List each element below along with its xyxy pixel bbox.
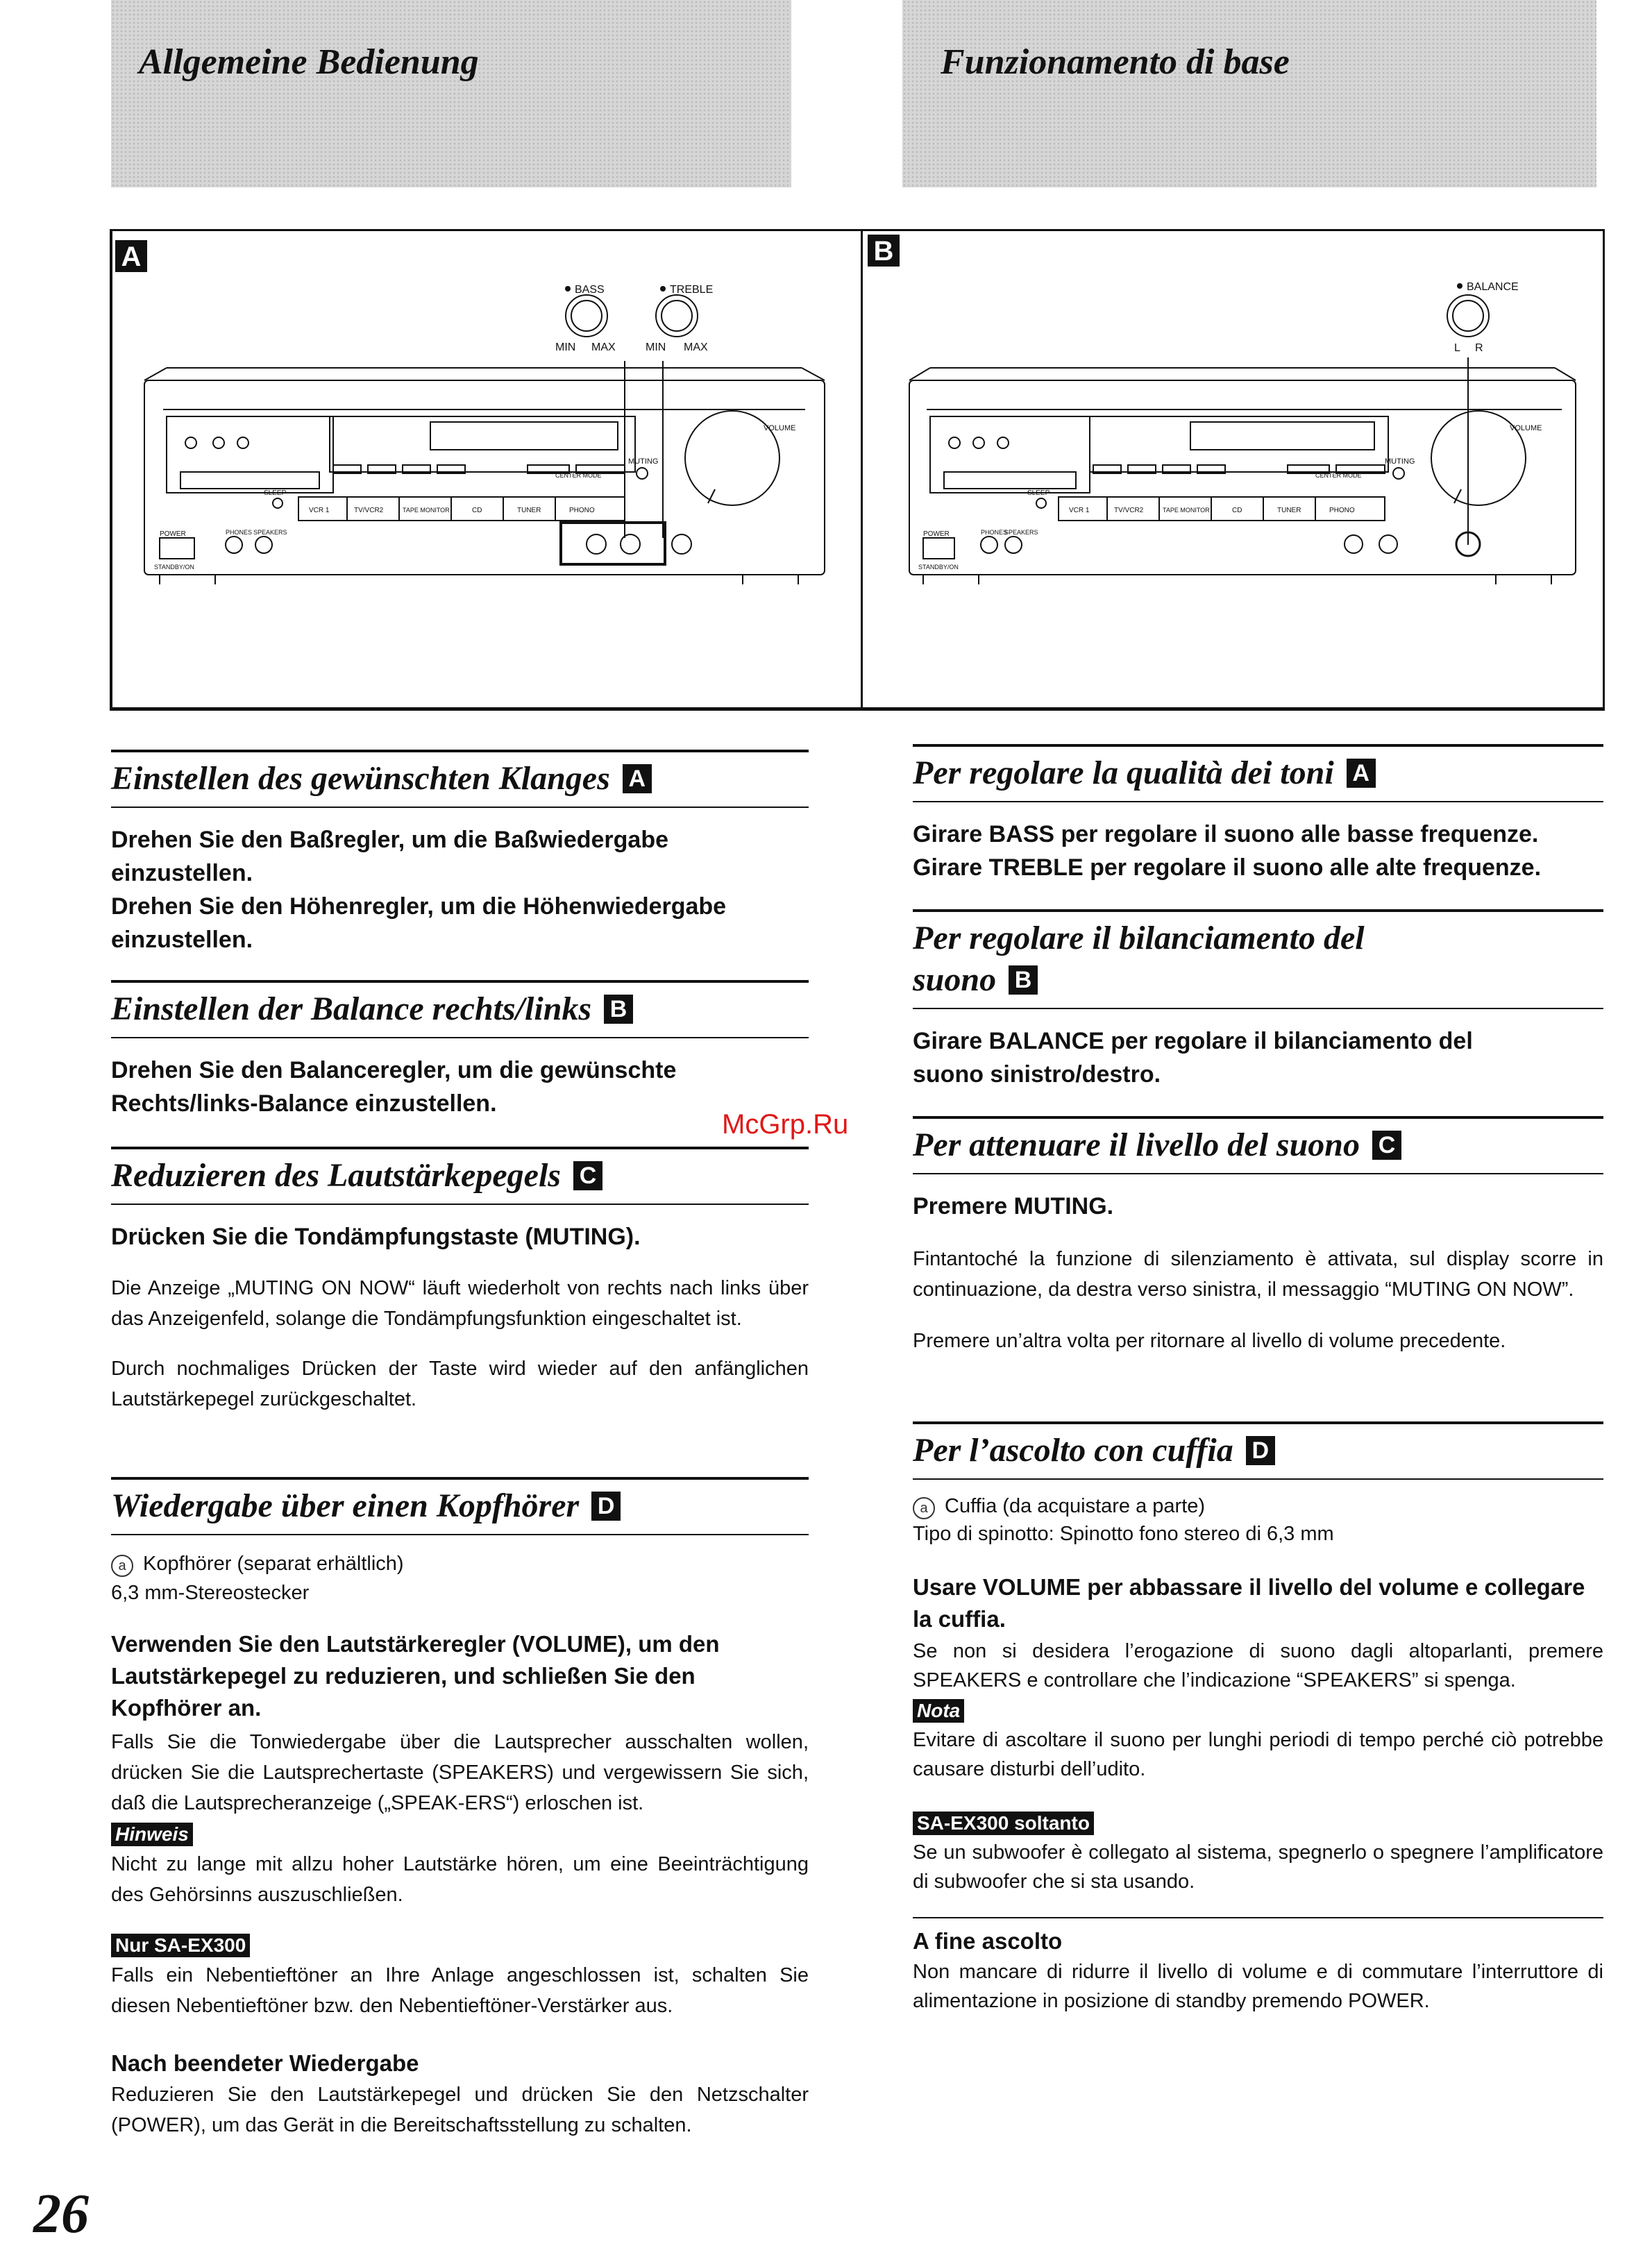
bass-max-label: MAX bbox=[591, 341, 616, 353]
input-tuner-a: TUNER bbox=[517, 507, 541, 514]
de-sound-title: Einstellen des gewünschten Klanges A bbox=[111, 750, 809, 808]
receiver-illustration-b bbox=[892, 264, 1593, 680]
phones-label-a: PHONES bbox=[226, 529, 253, 536]
it-muting-para1: Fintantoché la funzione di silenziamento è attivata, sul display scorre in continuazione, da destra verso sinistra, il messaggio “MUTING ON NOW”. bbox=[913, 1248, 1603, 1301]
it-section-tone bbox=[913, 744, 1603, 884]
center-mode-label-b: CENTER MODE bbox=[1315, 472, 1362, 479]
standby-label-a: STANDBY/ON bbox=[154, 564, 194, 571]
de-sound-text: Drehen Sie den Baßregler, um die Baßwiedergabe einzustellen. Drehen Sie den Höhenregler, um die Höhenwiedergabe einzustellen. bbox=[111, 827, 727, 953]
it-headphones-item: a Cuffia (da acquistare a parte) bbox=[913, 1492, 1603, 1520]
de-headphones-tag: D bbox=[591, 1492, 621, 1521]
de-section-muting bbox=[111, 1147, 809, 1415]
figure-label-b: B bbox=[868, 235, 900, 267]
it-tone-tag: A bbox=[1347, 759, 1376, 788]
receiver-illustration-a bbox=[139, 264, 840, 625]
speakers-label-b: SPEAKERS bbox=[1004, 529, 1038, 536]
bass-label: BASS bbox=[575, 284, 605, 296]
de-end-text: Reduzieren Sie den Lautstärkepegel und drücken Sie den Netzschalter (POWER), um das Gerät in die Bereitschaftsstellung zu schalten. bbox=[111, 2084, 809, 2136]
de-balance-title: Einstellen der Balance rechts/links B bbox=[111, 980, 809, 1038]
de-headphones-title: Wiedergabe über einen Kopfhörer D bbox=[111, 1477, 809, 1535]
input-cd-b: CD bbox=[1232, 507, 1242, 514]
figure-label-a: A bbox=[115, 240, 147, 272]
input-tapemon-a: TAPE MONITOR bbox=[403, 507, 450, 514]
de-model-text: Falls ein Nebentieftöner an Ihre Anlage angeschlossen ist, schalten Sie diesen Nebentieftöner bzw. den Nebentieftöner-Verstärker aus. bbox=[111, 1964, 809, 2017]
sleep-label-a: SLEEP bbox=[264, 489, 287, 497]
it-section-headphones bbox=[913, 1421, 1603, 2016]
de-sound-tag: A bbox=[623, 764, 652, 793]
highlight-box-bass-treble bbox=[561, 523, 665, 564]
de-balance-text: Drehen Sie den Balanceregler, um die gewünschte Rechts/links-Balance einzustellen. bbox=[111, 1057, 677, 1117]
power-label-a: POWER bbox=[160, 530, 186, 538]
input-vcr1-a: VCR 1 bbox=[309, 507, 330, 514]
bass-min-label: MIN bbox=[555, 341, 576, 353]
input-cd-a: CD bbox=[472, 507, 482, 514]
de-section-headphones bbox=[111, 1477, 809, 2141]
muting-label-a: MUTING bbox=[628, 457, 659, 466]
item-a-marker: a bbox=[111, 1555, 133, 1577]
de-muting-para2: Durch nochmaliges Drücken der Taste wird wieder auf den anfänglichen Lautstärkepegel zurückgeschaltet. bbox=[111, 1358, 809, 1410]
it-section-muting bbox=[913, 1116, 1603, 1356]
header-bar-left bbox=[111, 0, 791, 187]
it-note-text: Evitare di ascoltare il suono per lunghi periodi di tempo perché ciò potrebbe causare disturbi dell’udito. bbox=[913, 1729, 1603, 1780]
it-balance-tag: B bbox=[1009, 965, 1038, 995]
balance-left-label: L bbox=[1454, 342, 1460, 354]
item-a-marker-it: a bbox=[913, 1497, 935, 1519]
treble-min-label: MIN bbox=[646, 341, 666, 353]
treble-label: TREBLE bbox=[670, 284, 714, 296]
de-balance-tag: B bbox=[604, 995, 633, 1024]
it-model-text: Se un subwoofer è collegato al sistema, spegnerlo o spegnere l’amplificatore di subwoofer che si sta usando. bbox=[913, 1841, 1603, 1893]
de-muting-para1: Die Anzeige „MUTING ON NOW“ läuft wiederholt von rechts nach links über das Anzeigenfeld, solange die Tondämpfungsfunktion eingeschaltet ist. bbox=[111, 1277, 809, 1330]
it-model-label: SA-EX300 soltanto bbox=[913, 1812, 1094, 1835]
figure-divider bbox=[861, 229, 863, 711]
de-muting-instruction: Drücken Sie die Tondämpfungstaste (MUTING). bbox=[111, 1224, 641, 1250]
de-headphones-plug: 6,3 mm-Stereostecker bbox=[111, 1582, 310, 1604]
power-label-b: POWER bbox=[923, 530, 950, 538]
de-section-balance bbox=[111, 980, 809, 1120]
it-balance-text: Girare BALANCE per regolare il bilanciamento del suono sinistro/destro. bbox=[913, 1028, 1473, 1088]
input-tvvcr2-a: TV/VCR2 bbox=[354, 507, 384, 514]
input-tapemon-b: TAPE MONITOR bbox=[1163, 507, 1210, 514]
input-tuner-b: TUNER bbox=[1277, 507, 1301, 514]
it-muting-instruction: Premere MUTING. bbox=[913, 1193, 1114, 1219]
watermark: McGrp.Ru bbox=[722, 1109, 849, 1140]
speakers-label-a: SPEAKERS bbox=[253, 529, 287, 536]
volume-label-a: VOLUME bbox=[764, 424, 796, 432]
de-end-title: Nach beendeter Wiedergabe bbox=[111, 2050, 419, 2076]
it-muting-tag: C bbox=[1372, 1131, 1401, 1160]
de-note-label: Hinweis bbox=[111, 1823, 193, 1846]
de-muting-title: Reduzieren des Lautstärkepegels C bbox=[111, 1147, 809, 1205]
page-number: 26 bbox=[33, 2184, 89, 2245]
standby-label-b: STANDBY/ON bbox=[918, 564, 959, 571]
it-headphones-plug: Tipo di spinotto: Spinotto fono stereo di 6,3 mm bbox=[913, 1523, 1334, 1545]
treble-max-label: MAX bbox=[684, 341, 708, 353]
de-muting-tag: C bbox=[573, 1161, 602, 1190]
center-mode-label-a: CENTER MODE bbox=[555, 472, 602, 479]
input-vcr1-b: VCR 1 bbox=[1069, 507, 1090, 514]
sleep-label-b: SLEEP bbox=[1027, 489, 1050, 497]
header-bar-right bbox=[902, 0, 1596, 187]
phones-label-b: PHONES bbox=[981, 529, 1008, 536]
header-title-right: Funzionamento di base bbox=[941, 42, 1290, 82]
de-headphones-instruction: Verwenden Sie den Lautstärkeregler (VOLUME), um den Lautstärkepegel zu reduzieren, und schließen Sie den Kopfhörer an. bbox=[111, 1631, 720, 1721]
it-tone-title: Per regolare la qualità dei toni A bbox=[913, 744, 1603, 802]
it-section-balance bbox=[913, 909, 1603, 1091]
it-muting-para2: Premere un’altra volta per ritornare al livello di volume precedente. bbox=[913, 1330, 1506, 1352]
it-end-text: Non mancare di ridurre il livello di volume e di commutare l’interruttore di alimentazione in posizione di standby premendo POWER. bbox=[913, 1961, 1603, 2012]
muting-label-b: MUTING bbox=[1385, 457, 1415, 466]
balance-label: BALANCE bbox=[1467, 281, 1519, 293]
balance-right-label: R bbox=[1475, 342, 1483, 354]
de-section-sound bbox=[111, 750, 809, 956]
it-muting-title: Per attenuare il livello del suono C bbox=[913, 1116, 1603, 1174]
it-end-divider bbox=[913, 1917, 1603, 1918]
it-headphones-title: Per l’ascolto con cuffia D bbox=[913, 1421, 1603, 1480]
input-tvvcr2-b: TV/VCR2 bbox=[1114, 507, 1144, 514]
input-phono-b: PHONO bbox=[1329, 507, 1355, 514]
it-headphones-para: Se non si desidera l’erogazione di suono dagli altoparlanti, premere SPEAKERS e controllare che l’indicazione “SPEAKERS” si spenga. bbox=[913, 1640, 1603, 1691]
volume-label-b: VOLUME bbox=[1510, 424, 1542, 432]
input-phono-a: PHONO bbox=[569, 507, 595, 514]
de-headphones-para: Falls Sie die Tonwiedergabe über die Lautsprecher ausschalten wollen, drücken Sie die Lautsprechertaste (SPEAKERS) und vergewissern Sie sich, daß die Lautsprecheranzeige („SPEAK-ERS“) erloschen ist. bbox=[111, 1731, 809, 1814]
it-note-label: Nota bbox=[913, 1699, 964, 1723]
it-tone-text: Girare BASS per regolare il suono alle basse frequenze. Girare TREBLE per regolare il suono alle alte frequenze. bbox=[913, 821, 1542, 881]
header-title-left: Allgemeine Bedienung bbox=[139, 42, 479, 82]
de-headphones-item: a Kopfhörer (separat erhältlich) bbox=[111, 1549, 809, 1578]
it-balance-title: Per regolare il bilanciamento del suono B bbox=[913, 909, 1603, 1009]
it-end-title: A fine ascolto bbox=[913, 1928, 1063, 1954]
de-note-text: Nicht zu lange mit allzu hoher Lautstärke hören, um eine Beeinträchtigung des Gehörsinns auszuschließen. bbox=[111, 1853, 809, 1906]
it-headphones-instruction: Usare VOLUME per abbassare il livello del volume e collegare la cuffia. bbox=[913, 1574, 1585, 1632]
de-model-label: Nur SA-EX300 bbox=[111, 1934, 250, 1957]
it-headphones-tag: D bbox=[1246, 1436, 1275, 1465]
